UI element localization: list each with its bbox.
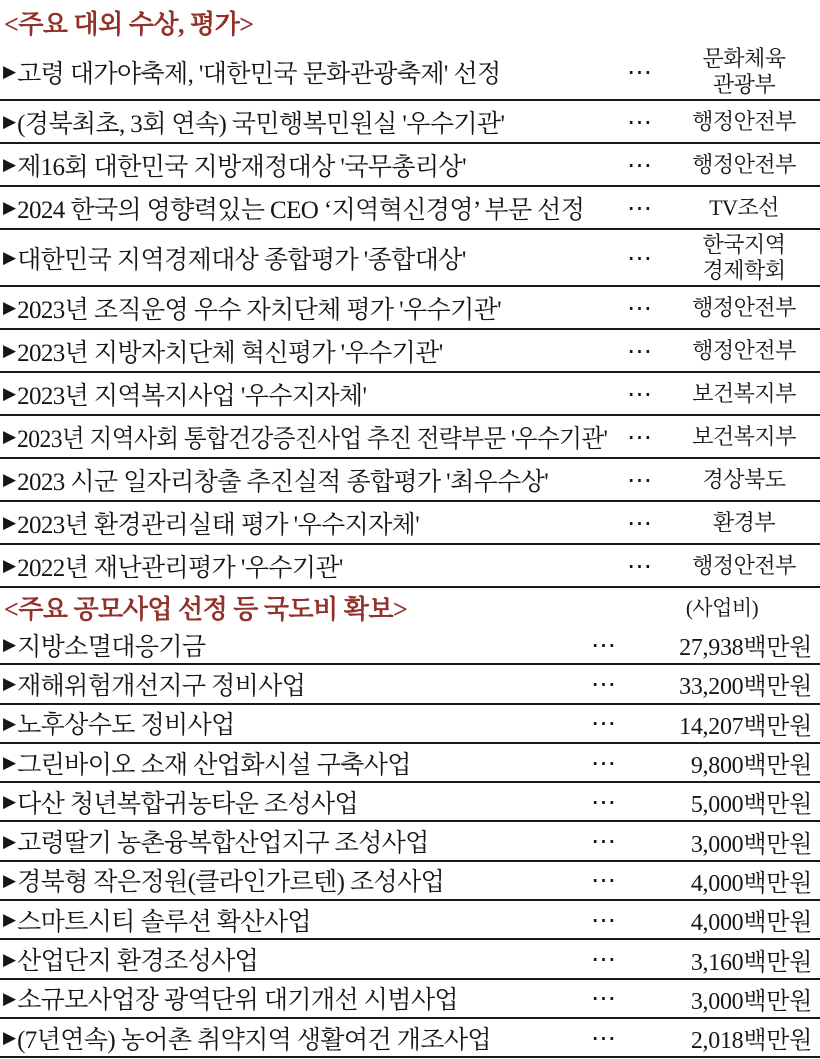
project-row — [0, 901, 820, 940]
awarding-org — [668, 424, 820, 450]
award-name-cell — [0, 190, 612, 226]
project-row — [0, 783, 820, 822]
awarding-org — [668, 510, 820, 536]
bullet-icon: ▶ — [3, 1028, 17, 1049]
ellipsis-separator: ⋯ — [591, 946, 617, 974]
award-row — [0, 416, 820, 459]
project-budget: 5,000백만원 — [690, 792, 812, 819]
award-row — [0, 459, 820, 502]
awarding-org-line: 행정안전부 — [692, 337, 796, 363]
project-name: 노후상수도 정비사업 — [17, 712, 235, 740]
awarding-org — [668, 195, 820, 221]
project-name: 경북형 작은정원(클라인가르텐) 조성사업 — [17, 869, 445, 897]
project-row — [0, 744, 820, 783]
ellipsis-separator: ⋯ — [591, 906, 617, 934]
award-name-cell — [0, 104, 612, 140]
project-row — [0, 705, 820, 744]
bullet-icon: ▶ — [3, 298, 17, 318]
awarding-org-line: TV조선 — [709, 194, 779, 220]
project-name-cell — [0, 941, 576, 977]
project-name-cell — [0, 705, 576, 741]
projects-header-row — [0, 588, 820, 626]
project-name: 소규모사업장 광역단위 대기개선 시범사업 — [17, 987, 458, 1015]
award-name-cell — [0, 240, 612, 276]
project-name-cell — [0, 627, 576, 663]
projects-section — [0, 588, 820, 1058]
award-name-cell — [0, 548, 612, 584]
project-name-cell — [0, 1020, 576, 1056]
bullet-icon: ▶ — [3, 427, 17, 447]
ellipsis-separator: ⋯ — [627, 194, 653, 222]
ellipsis-separator: ⋯ — [627, 423, 653, 451]
project-name-cell — [0, 862, 576, 898]
awarding-org — [668, 232, 820, 284]
award-row — [0, 502, 820, 545]
award-row — [0, 101, 820, 144]
ellipsis-separator: ⋯ — [627, 466, 653, 494]
project-name: 고령딸기 농촌융복합산업지구 조성사업 — [17, 830, 429, 858]
award-name-cell — [0, 290, 612, 326]
ellipsis-separator: ⋯ — [591, 828, 617, 856]
award-name: 2022년 재난관리평가 '우수기관' — [17, 554, 343, 582]
project-name-cell — [0, 980, 576, 1016]
project-budget: 3,000백만원 — [690, 988, 812, 1015]
bullet-icon: ▶ — [3, 198, 17, 218]
awarding-org — [668, 338, 820, 364]
ellipsis-separator: ⋯ — [627, 380, 653, 408]
project-name: 재해위험개선지구 정비사업 — [17, 672, 306, 700]
awarding-org — [668, 152, 820, 178]
project-budget: 3,160백만원 — [690, 949, 812, 976]
project-name: 산업단지 환경조성사업 — [17, 948, 259, 976]
bullet-icon: ▶ — [3, 753, 17, 774]
award-name: (경북최초, 3회 연속) 국민행복민원실 '우수기관' — [17, 110, 505, 138]
awarding-org — [668, 109, 820, 135]
award-name: 제16회 대한민국 지방재정대상 '국무총리상' — [17, 153, 466, 181]
project-name-cell — [0, 745, 576, 781]
award-name-cell — [0, 462, 612, 498]
awarding-org-line: 경상북도 — [702, 466, 786, 492]
project-name: 다산 청년복합귀농타운 조성사업 — [17, 790, 359, 818]
project-row — [0, 980, 820, 1019]
award-row — [0, 330, 820, 373]
award-name: 고령 대가야축제, '대한민국 문화관광축제' 선정 — [17, 60, 501, 88]
project-row — [0, 1019, 820, 1058]
award-name-cell — [0, 505, 612, 541]
award-row — [0, 187, 820, 230]
award-name-cell — [0, 54, 612, 90]
project-name: 지방소멸대응기금 — [17, 633, 206, 661]
award-row — [0, 545, 820, 588]
ellipsis-separator: ⋯ — [627, 108, 653, 136]
project-budget: 3,000백만원 — [690, 831, 812, 858]
awarding-org — [668, 295, 820, 321]
awarding-org-line: 경제학회 — [702, 257, 786, 283]
ellipsis-separator: ⋯ — [627, 244, 653, 272]
ellipsis-separator: ⋯ — [627, 294, 653, 322]
awarding-org-line: 행정안전부 — [692, 294, 796, 320]
bullet-icon: ▶ — [3, 831, 17, 852]
bullet-icon: ▶ — [3, 674, 17, 695]
project-row — [0, 862, 820, 901]
ellipsis-separator: ⋯ — [591, 710, 617, 738]
awarding-org-line: 환경부 — [712, 509, 776, 535]
project-name-cell — [0, 666, 576, 702]
project-name: 그린바이오 소재 산업화시설 구축사업 — [17, 751, 411, 779]
bullet-icon: ▶ — [3, 949, 17, 970]
award-row — [0, 287, 820, 330]
projects-table — [0, 626, 820, 1058]
ellipsis-separator: ⋯ — [627, 337, 653, 365]
bullet-icon: ▶ — [3, 870, 17, 891]
ellipsis-separator: ⋯ — [627, 509, 653, 537]
award-row — [0, 44, 820, 101]
ellipsis-separator: ⋯ — [591, 867, 617, 895]
award-name: 대한민국 지역경제대상 종합평가 '종합대상' — [17, 246, 466, 274]
award-name: 2023년 지역사회 통합건강증진사업 추진 전략부문 '우수기관' — [17, 425, 608, 453]
award-name: 2024 한국의 영향력있는 CEO ‘지역혁신경영’ 부문 선정 — [17, 196, 585, 224]
bullet-icon: ▶ — [3, 470, 17, 490]
project-row — [0, 665, 820, 704]
awarding-org — [668, 46, 820, 98]
awarding-org-line: 보건복지부 — [692, 423, 796, 449]
project-name-cell — [0, 902, 576, 938]
awards-table — [0, 44, 820, 588]
awards-section-title: <주요 대외 수상, 평가> — [4, 9, 254, 39]
bullet-icon: ▶ — [3, 792, 17, 813]
ellipsis-separator: ⋯ — [591, 631, 617, 659]
project-name-cell — [0, 823, 576, 859]
award-row — [0, 373, 820, 416]
project-budget: 4,000백만원 — [690, 910, 812, 937]
awards-title-row — [0, 0, 820, 44]
award-name-cell — [0, 333, 612, 369]
bullet-icon: ▶ — [3, 62, 17, 82]
award-name: 2023년 지방자치단체 혁신평가 '우수기관' — [17, 339, 443, 367]
awarding-org-line: 행정안전부 — [692, 552, 796, 578]
awarding-org-line: 행정안전부 — [692, 151, 796, 177]
bullet-icon: ▶ — [3, 910, 17, 931]
bullet-icon: ▶ — [3, 513, 17, 533]
project-budget: 4,000백만원 — [690, 870, 812, 897]
ellipsis-separator: ⋯ — [591, 1024, 617, 1052]
awarding-org-line: 관광부 — [712, 71, 776, 97]
bullet-icon: ▶ — [3, 155, 17, 175]
bullet-icon: ▶ — [3, 635, 17, 656]
bullet-icon: ▶ — [3, 988, 17, 1009]
award-name: 2023년 환경관리실태 평가 '우수지자체' — [17, 511, 420, 539]
awarding-org — [668, 553, 820, 579]
awarding-org-line: 문화체육 — [702, 45, 786, 71]
ellipsis-separator: ⋯ — [591, 788, 617, 816]
project-budget: 9,800백만원 — [690, 753, 812, 780]
award-row — [0, 230, 820, 287]
project-name-cell — [0, 784, 576, 820]
bullet-icon: ▶ — [3, 112, 17, 132]
ellipsis-separator: ⋯ — [627, 58, 653, 86]
award-row — [0, 144, 820, 187]
award-name: 2023년 조직운영 우수 자치단체 평가 '우수기관' — [17, 296, 502, 324]
projects-section-title: <주요 공모사업 선정 등 국도비 확보> — [4, 594, 408, 624]
bullet-icon: ▶ — [3, 384, 17, 404]
project-budget: 33,200백만원 — [679, 674, 812, 701]
awarding-org — [668, 381, 820, 407]
award-name: 2023 시군 일자리창출 추진실적 종합평가 '최우수상' — [17, 468, 549, 496]
project-budget: 27,938백만원 — [679, 635, 812, 662]
project-budget: 14,207백만원 — [679, 713, 812, 740]
project-budget: 2,018백만원 — [690, 1028, 812, 1055]
ellipsis-separator: ⋯ — [591, 985, 617, 1013]
project-name: (7년연속) 농어촌 취약지역 생활여건 개조사업 — [17, 1026, 491, 1054]
awarding-org-line: 보건복지부 — [692, 380, 796, 406]
project-row — [0, 626, 820, 665]
project-row — [0, 940, 820, 979]
bullet-icon: ▶ — [3, 556, 17, 576]
ellipsis-separator: ⋯ — [591, 749, 617, 777]
bullet-icon: ▶ — [3, 341, 17, 361]
award-name-cell — [0, 147, 612, 183]
awarding-org-line: 한국지역 — [702, 231, 786, 257]
award-name-cell — [0, 419, 612, 455]
ellipsis-separator: ⋯ — [627, 552, 653, 580]
awarding-org-line: 행정안전부 — [692, 108, 796, 134]
ellipsis-separator: ⋯ — [591, 670, 617, 698]
award-name-cell — [0, 376, 612, 412]
awarding-org — [668, 467, 820, 493]
bullet-icon: ▶ — [3, 248, 17, 268]
bullet-icon: ▶ — [3, 713, 17, 734]
project-row — [0, 822, 820, 861]
cost-column-label: (사업비) — [685, 596, 759, 620]
ellipsis-separator: ⋯ — [627, 151, 653, 179]
project-name: 스마트시티 솔루션 확산사업 — [17, 908, 311, 936]
award-name: 2023년 지역복지사업 '우수지자체' — [17, 382, 367, 410]
